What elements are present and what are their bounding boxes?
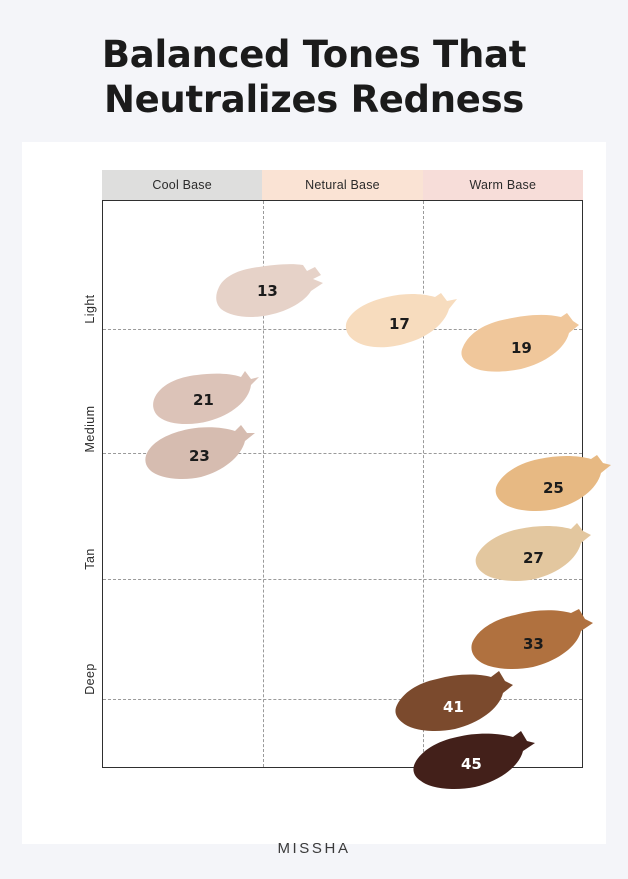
row-label-tan: Tan	[83, 548, 97, 570]
shade-matrix-chart	[80, 170, 583, 798]
column-header-neutral: Netural Base	[262, 170, 422, 200]
page-title	[0, 32, 628, 122]
shade-swatch-19[interactable]	[459, 311, 581, 377]
shade-swatch-41[interactable]	[393, 671, 515, 735]
title-line-2: Neutralizes Redness	[103, 78, 525, 121]
shade-swatch-23[interactable]	[143, 423, 257, 485]
shade-swatch-13[interactable]	[211, 261, 329, 323]
row-labels	[80, 200, 102, 768]
shade-number-25: 25	[543, 479, 564, 497]
shade-number-17: 17	[389, 315, 410, 333]
row-label-medium: Medium	[83, 405, 97, 453]
title-line-1: Balanced Tones That	[101, 33, 527, 76]
shade-number-23: 23	[189, 447, 210, 465]
column-header-cool: Cool Base	[102, 170, 262, 200]
plot-area	[102, 200, 583, 773]
chart-card	[22, 142, 606, 844]
shade-number-21: 21	[193, 391, 214, 409]
column-headers	[102, 170, 583, 200]
shade-number-19: 19	[511, 339, 532, 357]
shade-number-13: 13	[257, 282, 278, 300]
column-header-warm: Warm Base	[423, 170, 583, 200]
shade-number-41: 41	[443, 698, 464, 716]
row-label-light: Light	[83, 294, 97, 324]
shade-swatch-25[interactable]	[493, 453, 611, 515]
brand-logo: MISSHA	[277, 840, 351, 857]
shade-swatch-17[interactable]	[341, 291, 459, 353]
shade-number-33: 33	[523, 635, 544, 653]
shade-number-27: 27	[523, 549, 544, 567]
shade-swatch-27[interactable]	[473, 523, 593, 585]
shade-number-45: 45	[461, 755, 482, 773]
row-label-deep: Deep	[83, 663, 97, 695]
shade-swatch-33[interactable]	[469, 607, 593, 673]
shade-swatch-21[interactable]	[149, 369, 261, 431]
shade-swatch-45[interactable]	[411, 731, 535, 793]
